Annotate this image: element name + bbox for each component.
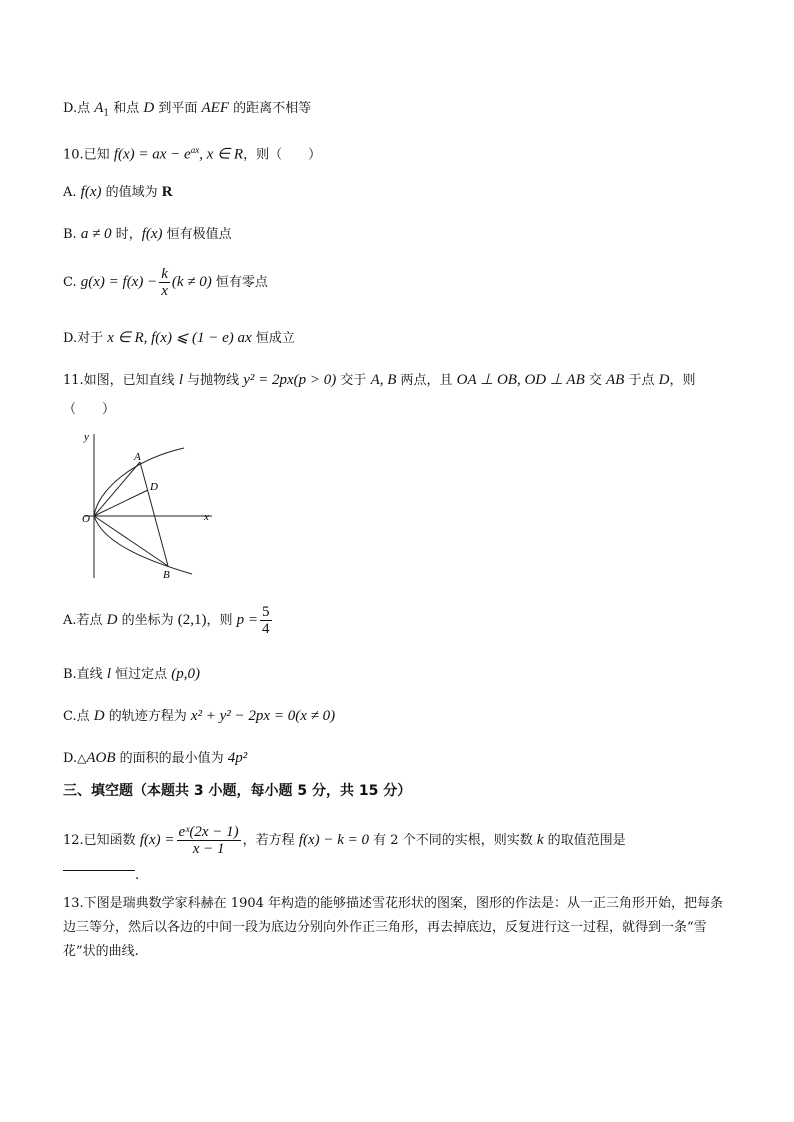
q11-option-b: B.直线 l 恒过定点 (p,0) <box>63 666 201 682</box>
parabola-curve-lower <box>94 516 192 574</box>
q10-option-b: B. a ≠ 0 时，f(x) 恒有极值点 <box>63 226 232 242</box>
label-A: A <box>134 451 141 463</box>
q11-option-a: A.若点 D 的坐标为 (2,1)，则 p = $\frac{5}{4}$ <box>63 604 270 637</box>
fraction-5-over-4: $\frac{5}{4}$ <box>262 604 270 637</box>
q12-answer-blank <box>63 870 135 871</box>
q12-stem: 12.已知函数 f(x) = $\frac{\text{eˣ(2x − 1)}}{x - 1}$ ，若方程 f(x) − k = 0 有 2 个不同的实根，则实数 k 的取值范围是 <box>63 824 626 857</box>
fraction-k-over-x: $\frac{k}{x}$ <box>161 266 168 299</box>
q11-stem: 11.如图，已知直线 l 与抛物线 y² = 2px(p > 0) 交于 A, B 两点，且 OA ⊥ OB, OD ⊥ AB 交 AB 于点 D，则 <box>63 372 696 388</box>
label-y: y <box>84 431 89 443</box>
segment-OD <box>94 490 148 516</box>
q11-option-c: C.点 D 的轨迹方程为 x² + y² − 2px = 0(x ≠ 0) <box>63 708 336 724</box>
q9-option-d: D.点 $A_1$ 和点 D 到平面 AEF 的距离不相等 <box>63 100 312 119</box>
triangle-icon: △ <box>77 751 87 765</box>
q11-answer-paren: （ ） <box>63 402 116 417</box>
label-B: B <box>163 569 170 581</box>
label-x: x <box>204 511 209 523</box>
q13-stem: 13.下图是瑞典数学家科赫在 1904 年构造的能够描述雪花形状的图案，图形的作法是：从一正三角形开始，把每条边三等分，然后以各边的中间一段为底边分别向外作正三角形，再去掉底边，反复进行这一过程，就得到一条“雪花”状的曲线. <box>63 896 724 959</box>
q11-option-d: D.△AOB 的面积的最小值为 4p² <box>63 750 248 766</box>
q10-option-d: D.对于 x ∈ R, f(x) ⩽ (1 − e) ax 恒成立 <box>63 330 295 346</box>
fraction-q12: $\frac{\text{eˣ(2x − 1)}}{x - 1}$ <box>178 824 239 857</box>
q10-stem: 10.已知 f(x) = ax − $e^{ax}$, x ∈ R，则（ ） <box>63 145 322 163</box>
q12-period: . <box>135 868 140 883</box>
section-3-heading: 三、填空题（本题共 3 小题，每小题 5 分，共 15 分） <box>63 783 412 799</box>
q10-option-a: A. f(x) 的值域为 R <box>63 184 173 200</box>
segment-OA <box>94 462 140 516</box>
label-D: D <box>150 481 158 493</box>
q10-option-c: C. g(x) = f(x) − $\frac{k}{x}$ (k ≠ 0) 恒有零点 <box>63 266 268 299</box>
parabola-figure <box>62 428 222 584</box>
label-O: O <box>82 513 90 525</box>
